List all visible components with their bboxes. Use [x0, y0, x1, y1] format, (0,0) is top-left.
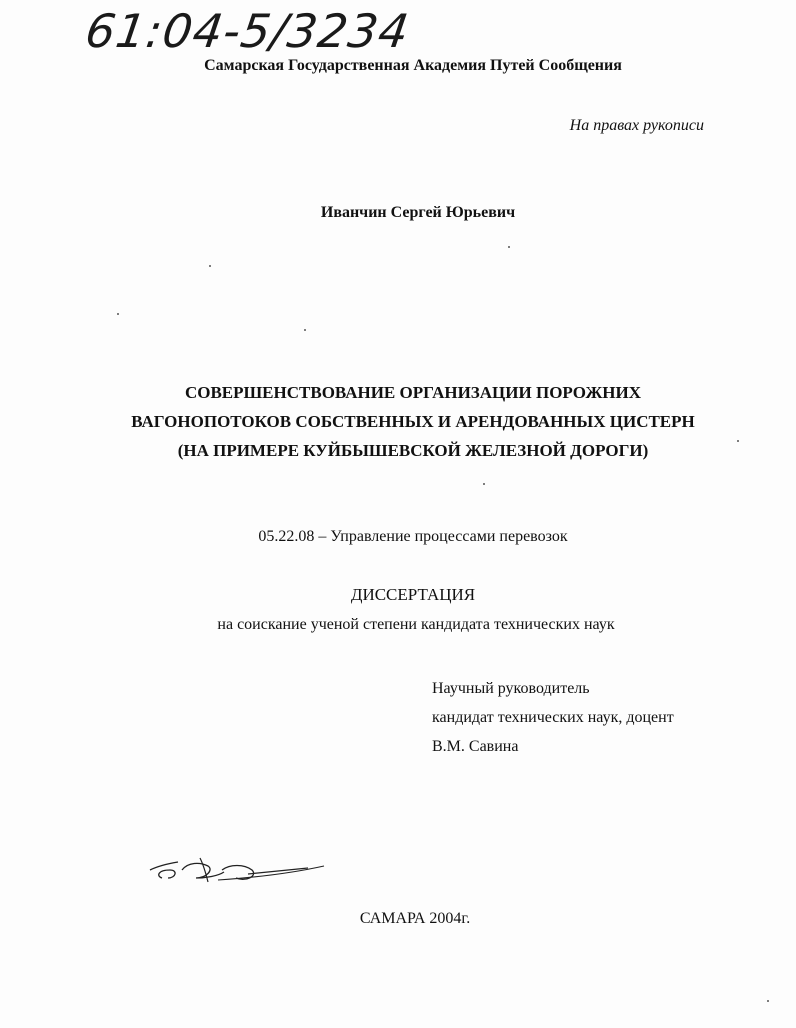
- scan-speck: [304, 329, 306, 331]
- thesis-title-line: ВАГОНОПОТОКОВ СОБСТВЕННЫХ И АРЕНДОВАННЫХ ЦИСТЕРН: [131, 412, 695, 431]
- degree-sought: на соискание ученой степени кандидата технических наук: [217, 616, 615, 633]
- scan-speck: [117, 313, 119, 315]
- scan-speck: [737, 440, 739, 442]
- handwritten-catalog-code: 61:04-5/3234: [82, 4, 413, 58]
- signature-icon: [148, 848, 328, 890]
- manuscript-rights-note: На правах рукописи: [569, 117, 704, 134]
- scan-speck: [767, 1000, 769, 1002]
- supervisor-credentials: кандидат технических наук, доцент: [432, 709, 674, 726]
- supervisor-role: Научный руководитель: [432, 680, 590, 697]
- institution-name: Самарская Государственная Академия Путей Сообщения: [204, 57, 622, 74]
- thesis-title: [0, 378, 796, 465]
- supervisor-name: В.М. Савина: [432, 738, 519, 755]
- thesis-title-line: (НА ПРИМЕРЕ КУЙБЫШЕВСКОЙ ЖЕЛЕЗНОЙ ДОРОГИ): [177, 441, 649, 460]
- scan-speck: [483, 483, 485, 485]
- city-year: САМАРА 2004г.: [359, 910, 471, 927]
- document-type: ДИССЕРТАЦИЯ: [350, 585, 476, 604]
- author-name: Иванчин Сергей Юрьевич: [320, 204, 516, 221]
- supervisor-block: [432, 674, 674, 761]
- specialty-code: 05.22.08 – Управление процессами перевозок: [258, 528, 568, 545]
- scan-speck: [209, 265, 211, 267]
- scan-speck: [508, 246, 510, 248]
- thesis-title-line: СОВЕРШЕНСТВОВАНИЕ ОРГАНИЗАЦИИ ПОРОЖНИХ: [184, 383, 642, 402]
